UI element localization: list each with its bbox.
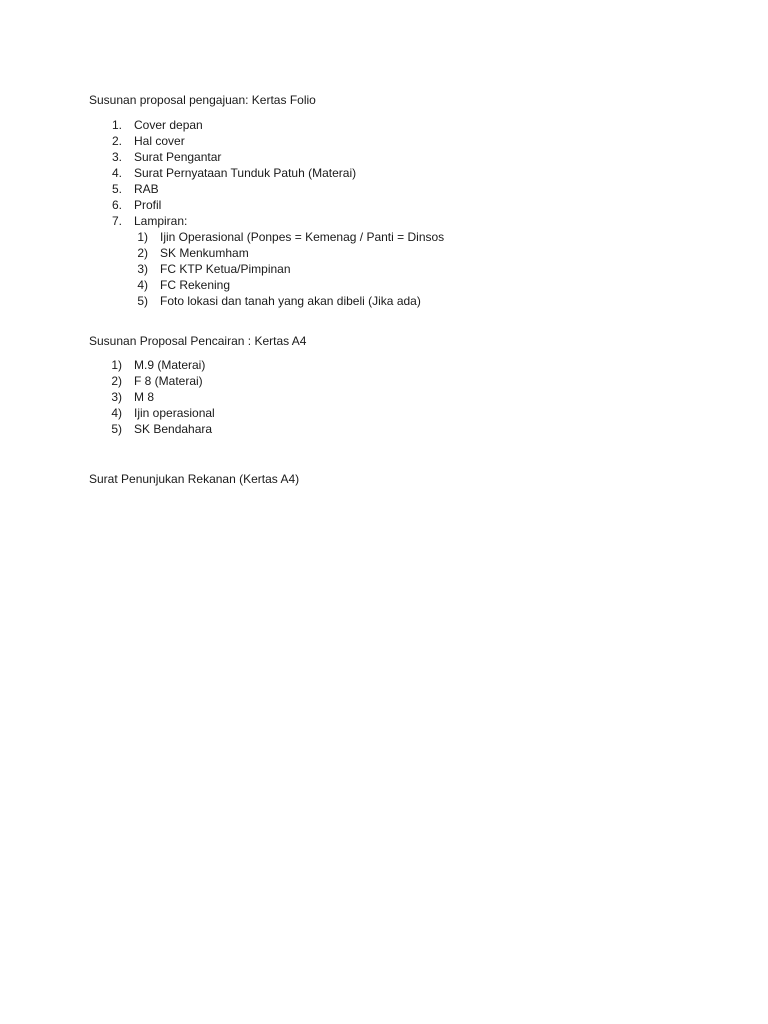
sub-list-item-number: 4) <box>137 278 148 292</box>
list-item <box>0 357 768 373</box>
list-item-number: 4) <box>111 406 122 420</box>
sub-list-item <box>0 293 768 309</box>
section-heading-rekanan: Surat Penunjukan Rekanan (Kertas A4) <box>89 472 300 486</box>
list-item-number: 7. <box>111 214 122 228</box>
sub-list-item-number: 1) <box>137 230 148 244</box>
section-heading-pencairan: Susunan Proposal Pencairan : Kertas A4 <box>89 334 307 348</box>
list-item <box>0 165 768 181</box>
sub-list-item-text: FC Rekening <box>160 278 231 292</box>
sub-list-item-number: 3) <box>137 262 148 276</box>
list-item-text: SK Bendahara <box>134 422 213 436</box>
list-item-number: 4. <box>111 166 122 180</box>
list-item <box>0 213 768 229</box>
list-pencairan <box>0 357 768 437</box>
list-item <box>0 373 768 389</box>
list-item-number: 1. <box>111 118 122 132</box>
list-item <box>0 149 768 165</box>
sub-list-item <box>0 229 768 245</box>
list-item-text: Surat Pernyataan Tunduk Patuh (Materai) <box>134 166 357 180</box>
list-item-number: 2. <box>111 134 122 148</box>
list-item <box>0 197 768 213</box>
sub-list-item-text: FC KTP Ketua/Pimpinan <box>160 262 291 276</box>
list-item-text: F 8 (Materai) <box>134 374 203 388</box>
list-item-text: Cover depan <box>134 118 203 132</box>
sub-list-item <box>0 261 768 277</box>
list-item-text: M 8 <box>134 390 155 404</box>
sub-list-item-text: Ijin Operasional (Ponpes = Kemenag / Panti = Dinsos <box>160 230 445 244</box>
sub-list-item-number: 2) <box>137 246 148 260</box>
sub-list-item-text: Foto lokasi dan tanah yang akan dibeli (Jika ada) <box>160 294 421 308</box>
list-item <box>0 117 768 133</box>
list-item-text: Hal cover <box>134 134 185 148</box>
list-item-number: 6. <box>111 198 122 212</box>
list-item <box>0 405 768 421</box>
list-item-number: 1) <box>111 358 122 372</box>
list-item-text: RAB <box>134 182 159 196</box>
list-item <box>0 181 768 197</box>
list-item <box>0 133 768 149</box>
list-item <box>0 389 768 405</box>
list-item-text: Ijin operasional <box>134 406 215 420</box>
list-item-number: 5) <box>111 422 122 436</box>
section-heading-pengajuan: Susunan proposal pengajuan: Kertas Folio <box>89 93 316 107</box>
list-item-number: 5. <box>111 182 122 196</box>
list-item-number: 3) <box>111 390 122 404</box>
list-item-text: Surat Pengantar <box>134 150 222 164</box>
sub-list-item-text: SK Menkumham <box>160 246 249 260</box>
list-item <box>0 421 768 437</box>
list-item-text: Lampiran: <box>134 214 188 228</box>
sub-list-item <box>0 277 768 293</box>
list-item-text: M.9 (Materai) <box>134 358 206 372</box>
sub-list-item-number: 5) <box>137 294 148 308</box>
list-item-number: 2) <box>111 374 122 388</box>
sub-list-item <box>0 245 768 261</box>
list-item-text: Profil <box>134 198 162 212</box>
list-pengajuan <box>0 117 768 309</box>
list-item-number: 3. <box>111 150 122 164</box>
